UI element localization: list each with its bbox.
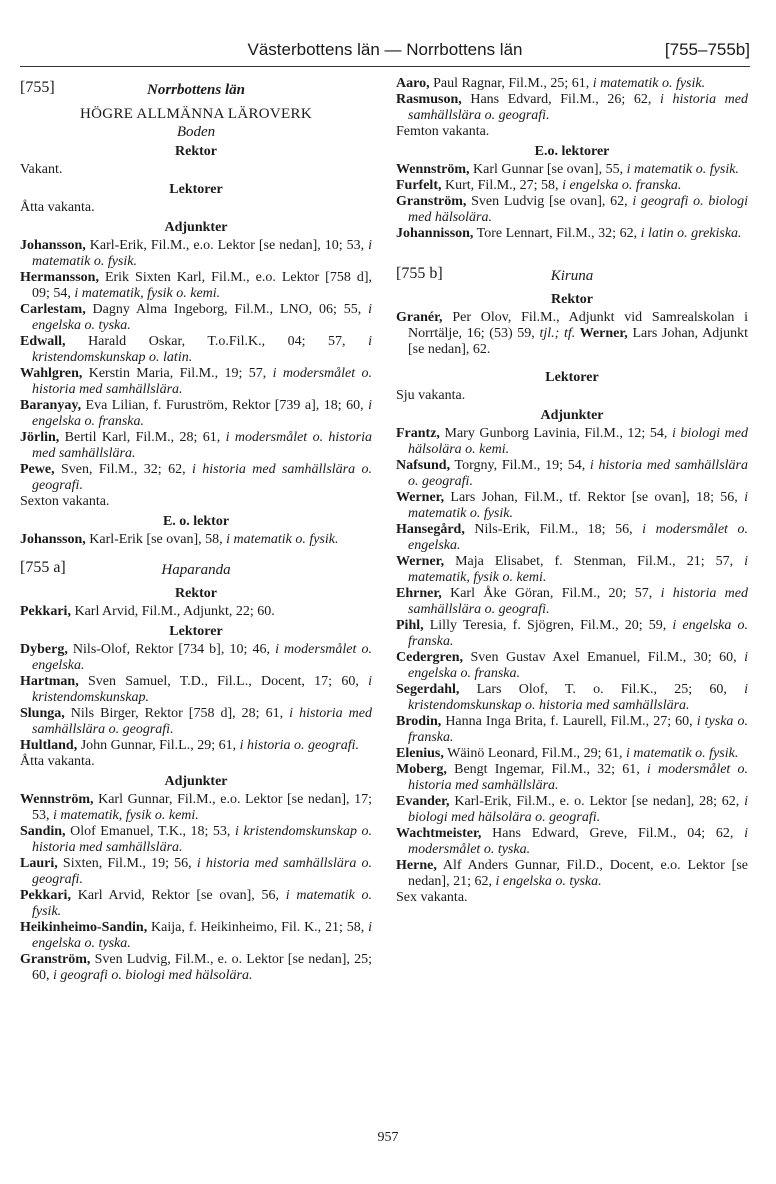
staff-entry bbox=[396, 554, 748, 586]
entry-subjects: i engelska o. tyska. bbox=[32, 920, 372, 951]
entry-single bbox=[20, 604, 372, 620]
entry-subjects: i matematik o. fysik. bbox=[32, 238, 372, 269]
staff-entry bbox=[396, 426, 748, 458]
entry-name: Segerdahl, bbox=[396, 682, 460, 697]
entry-subjects: i biologi med hälsolära o. kemi. bbox=[408, 426, 748, 457]
staff-entry bbox=[20, 952, 372, 984]
staff-entry bbox=[396, 682, 748, 714]
entry-subjects: i matematik o. fysik. bbox=[226, 532, 339, 547]
entry-details: Sven Ludvig [se ovan], 62, bbox=[466, 194, 633, 209]
entry-details: Sven Samuel, T.D., Fil.L., Docent, 17; 60, bbox=[78, 674, 369, 689]
entry-name: Wahlgren, bbox=[20, 366, 83, 381]
entry-details: Torgny, Fil.M., 19; 54, bbox=[450, 458, 590, 473]
role-heading-adjunkter: Adjunkter bbox=[540, 408, 604, 423]
entry-subjects: i modersmålet o. tyska. bbox=[408, 826, 748, 857]
entry-subjects: i modersmålet o. historia med samhällslära. bbox=[408, 762, 748, 793]
entry-name: Johansson, bbox=[20, 238, 86, 253]
staff-entry bbox=[20, 604, 372, 620]
entry-details: Bengt Ingemar, Fil.M., 32; 61, bbox=[446, 762, 647, 777]
entry-details: Sixten, Fil.M., 19; 56, bbox=[57, 856, 197, 871]
staff-entry bbox=[20, 738, 372, 754]
entry-subjects: i modersmålet o. historia med samhällslära. bbox=[32, 366, 373, 397]
entry-subjects: i historia med samhällslära o. geografi. bbox=[32, 856, 373, 887]
running-head bbox=[20, 38, 750, 67]
entry-details: Wäinö Leonard, Fil.M., 29; 61, bbox=[443, 746, 626, 761]
staff-entry bbox=[20, 532, 372, 548]
staff-entry bbox=[20, 706, 372, 738]
entry-name: Edwall, bbox=[20, 334, 66, 349]
entry-details: Karl-Erik, Fil.M., e. o. Lektor [se nedan], 28; 62, bbox=[449, 794, 745, 809]
entry-details: Sven Gustav Axel Emanuel, Fil.M., 30; 60, bbox=[463, 650, 745, 665]
entry-details: Karl Åke Göran, Fil.M., 20; 57, bbox=[441, 586, 661, 601]
role-heading-eo-lektorer: E.o. lektorer bbox=[534, 144, 610, 159]
entry-details: Lilly Teresia, f. Sjögren, Fil.M., 20; 59, bbox=[423, 618, 673, 633]
section-number: [755 a] bbox=[20, 559, 66, 576]
staff-entry bbox=[20, 888, 372, 920]
staff-entry bbox=[20, 430, 372, 462]
vacancy-note: Vakant. bbox=[20, 162, 63, 177]
school-type: HÖGRE ALLMÄNNA LÄROVERK bbox=[80, 106, 312, 122]
role-heading-eo-lektor: E. o. lektor bbox=[162, 514, 230, 529]
entry-name: Herne, bbox=[396, 858, 437, 873]
entry-subjects: i historia o. geografi. bbox=[239, 738, 359, 753]
entry-name: Johannisson, bbox=[396, 226, 474, 241]
running-head-range: [755–755b] bbox=[664, 40, 750, 59]
entry-name: Baranyay, bbox=[20, 398, 82, 413]
section-heading-755 bbox=[20, 80, 372, 102]
entry-subjects: i engelska o. franska. bbox=[408, 618, 748, 649]
entry-name: Elenius, bbox=[396, 746, 444, 761]
entry-single bbox=[20, 532, 372, 548]
entry-subjects: i matematik o. fysik. bbox=[592, 76, 706, 91]
entry-subjects: i historia med samhällslära o. geografi. bbox=[408, 458, 748, 489]
entry-name: Pewe, bbox=[20, 462, 55, 477]
entry-list bbox=[20, 238, 372, 494]
section-number: [755] bbox=[20, 79, 55, 96]
entry-details: Tore Lennart, Fil.M., 32; 62, bbox=[473, 226, 641, 241]
town-name: Boden bbox=[176, 124, 216, 140]
entry-name: Rasmuson, bbox=[396, 92, 462, 107]
entry-subjects: i modersmålet o. engelska. bbox=[408, 522, 748, 553]
entry-details: John Gunnar, Fil.L., 29; 61, bbox=[77, 738, 240, 753]
role-heading-lektorer: Lektorer bbox=[169, 182, 223, 197]
entry-details: Nils Birger, Rektor [758 d], 28; 61, bbox=[64, 706, 290, 721]
entry-details: Lars Johan, Fil.M., tf. Rektor [se ovan], 18; 56, bbox=[444, 490, 745, 505]
entry-name: Jörlin, bbox=[20, 430, 60, 445]
staff-entry bbox=[396, 178, 748, 194]
staff-entry bbox=[20, 302, 372, 334]
staff-entry bbox=[396, 618, 748, 650]
entry-subjects: i geografi o. biologi med hälsolära. bbox=[408, 194, 748, 225]
role-heading-rektor: Rektor bbox=[175, 586, 217, 601]
entry-name: Pekkari, bbox=[20, 604, 71, 619]
entry-details: Hans Edvard, Fil.M., 26; 62, bbox=[461, 92, 660, 107]
role-heading-rektor: Rektor bbox=[175, 144, 217, 159]
entry-details: Sven, Fil.M., 32; 62, bbox=[54, 462, 192, 477]
entry-subjects: i kristendomskunskap o. latin. bbox=[32, 334, 372, 365]
entry-details: Kerstin Maria, Fil.M., 19; 57, bbox=[82, 366, 273, 381]
entry-details: Karl-Erik [se ovan], 58, bbox=[85, 532, 227, 547]
entry-subjects: i kristendomskunskap. bbox=[32, 674, 372, 705]
staff-entry bbox=[20, 856, 372, 888]
entry-name: Moberg, bbox=[396, 762, 447, 777]
entry-name: Cedergren, bbox=[396, 650, 463, 665]
entry-name: Wennström, bbox=[396, 162, 470, 177]
entry-name: Furfelt, bbox=[396, 178, 442, 193]
entry-details: Nils-Olof, Rektor [734 b], 10; 46, bbox=[67, 642, 276, 657]
role-heading-lektorer: Lektorer bbox=[169, 624, 223, 639]
entry-subjects: i matematik, fysik o. kemi. bbox=[408, 554, 748, 585]
entry-list bbox=[20, 792, 372, 984]
entry-subjects: i tyska o. franska. bbox=[408, 714, 748, 745]
entry-subjects: i historia med samhällslära o. geografi. bbox=[32, 462, 373, 493]
entry-name: Hultland, bbox=[20, 738, 78, 753]
entry-subjects: i engelska o. franska. bbox=[408, 650, 748, 681]
staff-entry bbox=[20, 462, 372, 494]
entry-details: Eva Lilian, f. Furuström, Rektor [739 a], 18; 60, bbox=[81, 398, 369, 413]
entry-details: Karl Arvid, Fil.M., Adjunkt, 22; 60. bbox=[70, 604, 275, 619]
entry-name: Granström, bbox=[396, 194, 467, 209]
staff-entry bbox=[396, 762, 748, 794]
entry-list bbox=[396, 76, 748, 124]
entry-name: Nafsund, bbox=[396, 458, 451, 473]
entry-details: Olof Emanuel, T.K., 18; 53, bbox=[65, 824, 235, 839]
entry-name: Dyberg, bbox=[20, 642, 68, 657]
entry-details: Paul Ragnar, Fil.M., 25; 61, bbox=[429, 76, 593, 91]
entry-name: Johansson, bbox=[20, 532, 86, 547]
entry-name: Wennström, bbox=[20, 792, 94, 807]
vacancy-note: Sexton vakanta. bbox=[20, 494, 110, 509]
vacancy-note: Åtta vakanta. bbox=[20, 754, 95, 769]
staff-entry bbox=[20, 334, 372, 366]
entry-details: Karl Gunnar, Fil.M., e.o. Lektor [se nedan], 17; 53, bbox=[32, 792, 372, 823]
entry-subjects: i latin o. grekiska. bbox=[640, 226, 742, 241]
role-heading-adjunkter: Adjunkter bbox=[164, 774, 228, 789]
entry-subjects: i engelska o. franska. bbox=[32, 398, 372, 429]
entry-details: Maja Elisabet, f. Stenman, Fil.M., 21; 57, bbox=[444, 554, 745, 569]
entry-subjects: i biologi med hälsolära o. geografi. bbox=[408, 794, 748, 825]
entry-name: Hermansson, bbox=[20, 270, 99, 285]
entry-details: Per Olov, Fil.M., Adjunkt vid Samrealskolan i Norrtälje, 16; (53) 59, bbox=[408, 310, 748, 341]
entry-name: Carlestam, bbox=[20, 302, 86, 317]
entry-subjects: i modersmålet o. historia med samhällslära. bbox=[32, 430, 372, 461]
vacancy-note: Sex vakanta. bbox=[396, 890, 468, 905]
staff-entry bbox=[396, 826, 748, 858]
entry-subjects: i historia med samhällslära o. geografi. bbox=[408, 92, 748, 123]
entry-name: Werner, bbox=[575, 326, 628, 341]
entry-details: Erik Sixten Karl, Fil.M., e.o. Lektor [758 d], 09; 54, bbox=[32, 270, 372, 301]
entry-details: Dagny Alma Ingeborg, Fil.M., LNO, 06; 55, bbox=[85, 302, 369, 317]
entry-details: Bertil Karl, Fil.M., 28; 61, bbox=[59, 430, 226, 445]
entry-subjects: i matematik, fysik o. kemi. bbox=[53, 808, 199, 823]
role-heading-adjunkter: Adjunkter bbox=[164, 220, 228, 235]
staff-entry bbox=[396, 458, 748, 490]
staff-entry bbox=[20, 270, 372, 302]
entry-subjects: i historia med samhällslära o. geografi. bbox=[408, 586, 749, 617]
entry-details: Hans Edward, Greve, Fil.M., 04; 62, bbox=[481, 826, 745, 841]
left-column bbox=[20, 76, 372, 984]
staff-entry bbox=[396, 794, 748, 826]
town-title: Haparanda bbox=[161, 562, 231, 578]
entry-details: Kaija, f. Heikinheimo, Fil. K., 21; 58, bbox=[147, 920, 369, 935]
staff-entry bbox=[20, 674, 372, 706]
entry-subjects: i engelska o. franska. bbox=[562, 178, 682, 193]
entry-subjects: i historia med samhällslära o. geografi. bbox=[32, 706, 373, 737]
entry-details: Lars Johan, Adjunkt [se nedan], 62. bbox=[408, 326, 748, 357]
entry-subjects: i matematik o. fysik. bbox=[408, 490, 748, 521]
right-column bbox=[396, 76, 748, 906]
entry-name: Frantz, bbox=[396, 426, 440, 441]
entry-name: Hartman, bbox=[20, 674, 79, 689]
entry-name: Lauri, bbox=[20, 856, 58, 871]
entry-details: Kurt, Fil.M., 27; 58, bbox=[441, 178, 563, 193]
entry-rektor bbox=[396, 310, 748, 358]
staff-entry bbox=[396, 194, 748, 226]
entry-name: Hansegård, bbox=[396, 522, 465, 537]
staff-entry bbox=[20, 238, 372, 270]
staff-entry bbox=[396, 858, 748, 890]
staff-entry bbox=[396, 92, 748, 124]
entry-subjects: i matematik o. fysik. bbox=[625, 746, 739, 761]
entry-name: Slunga, bbox=[20, 706, 65, 721]
entry-list bbox=[396, 162, 748, 242]
entry-details: Hanna Inga Brita, f. Laurell, Fil.M., 27; 60, bbox=[441, 714, 697, 729]
entry-details: Karl Gunnar [se ovan], 55, bbox=[469, 162, 627, 177]
staff-entry bbox=[396, 746, 748, 762]
entry-subjects: i engelska o. tyska. bbox=[32, 302, 372, 333]
entry-name: Ehrner, bbox=[396, 586, 442, 601]
entry-list bbox=[396, 426, 748, 890]
staff-entry bbox=[20, 366, 372, 398]
staff-entry bbox=[20, 920, 372, 952]
staff-entry bbox=[396, 714, 748, 746]
entry-details: Alf Anders Gunnar, Fil.D., Docent, e.o. Lektor [se nedan], 21; 62, bbox=[408, 858, 748, 889]
entry-name: Evander, bbox=[396, 794, 450, 809]
staff-entry bbox=[20, 398, 372, 430]
entry-subjects: i kristendomskunskap o. historia med samhällslära. bbox=[408, 682, 748, 713]
entry-name: Wachtmeister, bbox=[396, 826, 482, 841]
entry-details: Sven Ludvig, Fil.M., e. o. Lektor [se nedan], 25; 60, bbox=[32, 952, 372, 983]
town-title: Kiruna bbox=[550, 268, 594, 284]
running-head-title: Västerbottens län — Norrbottens län bbox=[247, 40, 523, 59]
entry-name: Werner, bbox=[396, 490, 445, 505]
staff-entry bbox=[396, 522, 748, 554]
entry-name: Aaro, bbox=[396, 76, 430, 91]
entry-list bbox=[20, 642, 372, 754]
entry-details: Karl-Erik, Fil.M., e.o. Lektor [se nedan], 10; 53, bbox=[85, 238, 369, 253]
entry-details: Nils-Erik, Fil.M., 18; 56, bbox=[464, 522, 643, 537]
entry-details: Karl Arvid, Rektor [se ovan], 56, bbox=[70, 888, 286, 903]
entry-name: Werner, bbox=[396, 554, 445, 569]
page-number: 957 bbox=[377, 1130, 399, 1145]
vacancy-note: Femton vakanta. bbox=[396, 124, 490, 139]
staff-entry bbox=[396, 162, 748, 178]
entry-name: Granér, bbox=[396, 310, 443, 325]
section-heading-755b bbox=[396, 266, 748, 288]
entry-subjects: tjl.; tf. bbox=[539, 326, 576, 341]
staff-entry bbox=[20, 792, 372, 824]
entry-details: Lars Olof, T. o. Fil.K., 25; 60, bbox=[459, 682, 745, 697]
entry-subjects: i matematik o. fysik. bbox=[32, 888, 372, 919]
role-heading-lektorer: Lektorer bbox=[545, 370, 599, 385]
county-title: Norrbottens län bbox=[147, 82, 245, 98]
entry-name: Pekkari, bbox=[20, 888, 71, 903]
entry-details: Mary Gunborg Lavinia, Fil.M., 12; 54, bbox=[439, 426, 672, 441]
entry-subjects: i matematik, fysik o. kemi. bbox=[74, 286, 221, 301]
entry-subjects: i modersmålet o. engelska. bbox=[32, 642, 372, 673]
section-heading-755a bbox=[20, 560, 372, 582]
entry-name: Pihl, bbox=[396, 618, 424, 633]
staff-entry bbox=[396, 76, 748, 92]
entry-details: Harald Oskar, T.o.Fil.K., 04; 57, bbox=[65, 334, 369, 349]
vacancy-note: Åtta vakanta. bbox=[20, 200, 95, 215]
entry-subjects: i geografi o. biologi med hälsolära. bbox=[53, 968, 253, 983]
staff-entry bbox=[20, 824, 372, 856]
staff-entry bbox=[396, 226, 748, 242]
entry-subjects: i engelska o. tyska. bbox=[495, 874, 602, 889]
entry-subjects: i kristendomskunskap o. historia med samhällslära. bbox=[32, 824, 372, 855]
section-number: [755 b] bbox=[396, 265, 443, 282]
staff-entry bbox=[396, 490, 748, 522]
staff-entry bbox=[396, 586, 748, 618]
staff-entry bbox=[396, 650, 748, 682]
entry-name: Brodin, bbox=[396, 714, 442, 729]
entry-name: Sandin, bbox=[20, 824, 66, 839]
vacancy-note: Sju vakanta. bbox=[396, 388, 466, 403]
entry-subjects: i matematik o. fysik. bbox=[626, 162, 739, 177]
entry-name: Heikinheimo-Sandin, bbox=[20, 920, 148, 935]
role-heading-rektor: Rektor bbox=[551, 292, 593, 307]
entry-name: Granström, bbox=[20, 952, 91, 967]
staff-entry bbox=[20, 642, 372, 674]
